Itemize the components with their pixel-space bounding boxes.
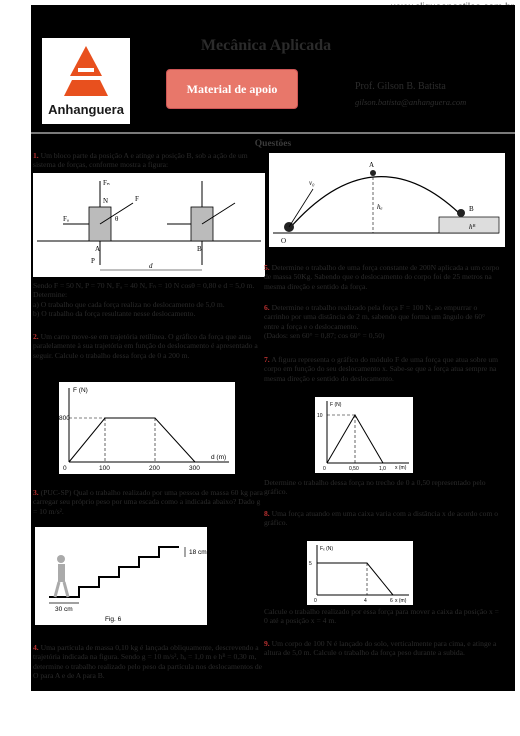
question-8-followup: Calcule o trabalho realizado por essa força para mover a caixa da posição x = 0 até a posição x = 4 m. (264, 607, 499, 626)
logo-text: Anhanguera (48, 102, 124, 117)
label-N: N (103, 197, 109, 205)
axis-x-label: x (m) (395, 465, 407, 471)
question-data: Sendo F = 50 N, P = 70 N, Fₐ = 40 N, Fₙ = 10 N cosθ = 0,80 e d = 5,0 m. Determine: (33, 281, 255, 300)
figure-q4-trajectory (269, 153, 505, 247)
step-height-label: 18 cm (189, 549, 207, 556)
tick-x-6: 6 (390, 598, 393, 604)
anhanguera-logo (42, 38, 130, 124)
figure-q7-graph (315, 397, 413, 473)
tick-x-050: 0,50 (349, 466, 359, 472)
label-B: B (469, 205, 474, 213)
header-divider (31, 132, 515, 134)
figure-q3-staircase (35, 527, 207, 625)
label-B: B (197, 245, 202, 253)
professor-name: Prof. Gilson B. Batista (355, 81, 446, 92)
tick-y-5: 5 (309, 561, 312, 567)
tick-x-10: 1,0 (379, 466, 386, 472)
question-text: A figura representa o gráfico do módulo F de uma força que atua sobre um corpo em função do seu deslocamento x. Sabe-se que a força atua sempre na mesma direção e sentido do deslocamento. (264, 355, 499, 383)
axis-x-label: d (m) (211, 454, 227, 461)
label-A: A (95, 245, 101, 253)
tick-x-200: 200 (149, 465, 160, 472)
label-hA: hₐ (377, 203, 383, 211)
figure-q8-graph (307, 541, 413, 605)
tick-x-0: 0 (323, 466, 326, 472)
label-F: F (135, 195, 139, 203)
question-8 (264, 509, 500, 528)
question-item-b: b) O trabalho da força resultante nesse deslocamento. (33, 308, 196, 318)
question-5 (264, 263, 500, 291)
question-2 (33, 332, 263, 360)
figure-q1-forces (33, 173, 265, 277)
axis-y-label: F (N) (330, 402, 342, 408)
label-A: A (369, 161, 375, 169)
tick-x-0: 0 (314, 598, 317, 604)
question-4 (33, 643, 263, 680)
figure-q2-graph (59, 382, 235, 474)
question-item-a: a) O trabalho que cada força realiza no deslocamento de 5,0 m. (33, 299, 225, 309)
question-number: 4. (33, 643, 39, 652)
label-hB: hᴮ (469, 223, 476, 231)
figure-caption: Fig. 6 (105, 616, 122, 623)
question-number: 8. (264, 509, 270, 518)
question-number: 5. (264, 263, 270, 272)
question-1 (33, 151, 263, 170)
question-number: 7. (264, 355, 270, 364)
section-title: Questões (254, 139, 292, 149)
question-1-data (33, 281, 263, 318)
question-7-followup: Determine o trabalho dessa força no trecho de 0 a 0,50 representado pelo gráfico. (264, 478, 486, 497)
label-Fn: Fₙ (103, 179, 110, 187)
question-7 (264, 355, 500, 383)
question-6 (264, 303, 500, 340)
label-Fa: Fₐ (63, 215, 69, 223)
question-number: 1. (33, 151, 39, 160)
axis-x-label: x (m) (395, 598, 407, 604)
tick-x-100: 100 (99, 465, 110, 472)
question-text: Um bloco parte da posição A e atinge a posição B, sob a ação de um sistema de forças, conforme mostra a figura: (33, 151, 248, 170)
question-text: Um corpo de 100 N é lançado do solo, verticalmente para cima, e atinge a altura de 5,0 m. Calcule o trabalho da força peso durante a subida. (264, 639, 497, 658)
document-title: Mecânica Aplicada (200, 37, 332, 54)
question-number: 3. (33, 488, 39, 497)
question-data: (Dados: sen 60° = 0,87; cos 60° = 0,50) (264, 330, 385, 340)
question-number: 9. (264, 639, 270, 648)
tick-y-0: 0 (63, 465, 67, 472)
tick-x-4: 4 (364, 598, 367, 604)
axis-y-label: F (N) (73, 387, 88, 394)
label-P: P (91, 257, 95, 265)
label-v0: v₀ (309, 179, 315, 187)
question-text: Um carro move-se em trajetória retilínea. O gráfico da força que atua paralelamente à sua trajetória em função do deslocamento é apresentado a seguir. Calcule o trabalho dessa força de 0 a 200 m. (33, 332, 258, 360)
question-text: (PUC-SP) Qual o trabalho realizado por uma pessoa de massa 60 kg para carregar seu próprio peso por uma escada como a indicada abaixo? Dado g = 10 m/s². (33, 488, 263, 516)
tick-y-10: 10 (317, 413, 323, 419)
question-text: Determine o trabalho realizado pela força F = 100 N, ao empurrar o carrinho por uma distância de 2 m, sabendo que forma um ângulo de 60° entre a força e o deslocamento. (264, 303, 486, 331)
question-number: 2. (33, 332, 39, 341)
axis-y-label: Fₓ (N) (320, 546, 334, 552)
document-page (31, 5, 515, 691)
question-text: Uma partícula de massa 0,10 kg é lançada obliquamente, descrevendo a trajetória indicada na figura. Sendo g = 10 m/s², hₐ = 1,0 m e hᴮ = 0,30 m, determine o trabalho realizado pelo peso da partícula nos deslocamentos de O para A e de A para B. (33, 643, 262, 680)
question-number: 6. (264, 303, 270, 312)
question-text: Determine o trabalho de uma força constante de 200N aplicada a um corpo de massa 50Kg. Sabendo que o deslocamento do corpo foi de 25 metros na mesma direção e sentido da força. (264, 263, 500, 291)
question-9 (264, 639, 500, 658)
question-3 (33, 488, 263, 516)
material-badge: Material de apoio (166, 69, 298, 109)
tick-x-300: 300 (189, 465, 200, 472)
label-O: O (281, 237, 287, 245)
label-d: d (149, 262, 153, 270)
question-text: Uma força atuando em uma caixa varia com a distância x de acordo com o gráfico. (264, 509, 499, 528)
tick-y-800: 800 (59, 415, 70, 422)
professor-email: gilson.batista@anhanguera.com (355, 97, 467, 107)
step-width-label: 30 cm (55, 606, 73, 613)
label-theta: θ (115, 215, 119, 223)
